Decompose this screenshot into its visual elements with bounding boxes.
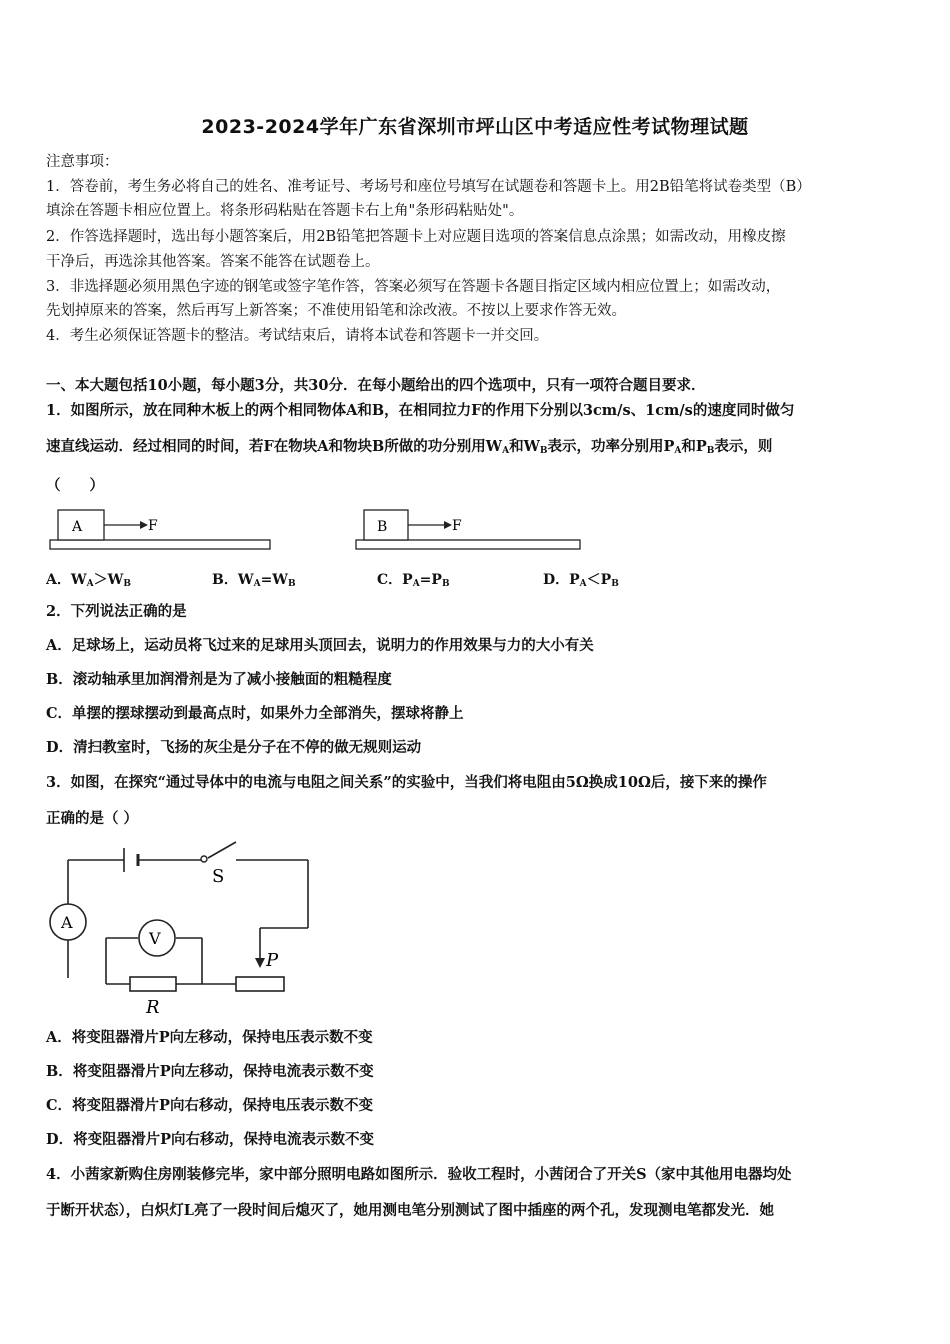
arrowhead-icon [140,521,148,529]
notice-heading: 注意事项： [46,154,119,170]
board-b [356,540,580,549]
page-title: 2023-2024学年广东省深圳市坪山区中考适应性考试物理试题 [201,116,749,138]
q4-stem-line2: 于断开状态），白炽灯L亮了一段时间后熄灭了，她用测电笔分别测试了图中插座的两个孔，发现测电笔都发光．她 [46,1202,774,1219]
notice-line: 填涂在答题卡相应位置上。将条形码粘贴在答题卡右上角"条形码粘贴处"。 [46,203,524,219]
q3-option-b: B．将变阻器滑片P向左移动，保持电流表示数不变 [46,1063,374,1080]
q1-stem-line2: 速直线运动．经过相同的时间，若F在物块A和物块B所做的功分别用$W_A$和$W_B$表示，功率分别用$P_A$和$P_B$表示，则 [46,438,773,456]
section-heading: 一、本大题包括10小题，每小题3分，共30分．在每小题给出的四个选项中，只有一项符合题目要求． [46,377,706,394]
force-b-label: F [452,518,462,534]
q2-option-d: D．清扫教室时，飞扬的灰尘是分子在不停的做无规则运动 [46,739,422,756]
notice-line: 1．答卷前，考生务必将自己的姓名、准考证号、考场号和座位号填写在试题卷和答题卡上。用2B铅笔将试卷类型（B） [46,179,811,195]
q1-option-d: D．$P_A<P_B$ [543,572,619,589]
q3-option-c: C．将变阻器滑片P向右移动，保持电压表示数不变 [46,1097,373,1114]
q3-stem-line1: 3．如图，在探究“通过导体中的电流与电阻之间关系”的实验中，当我们将电阻由5Ω换成10Ω后，接下来的操作 [46,774,767,791]
block-a-label: A [72,519,83,535]
notice-line: 3．非选择题必须用黑色字迹的钢笔或签字笔作答，答案必须写在答题卡各题目指定区域内相应位置上；如需改动， [46,279,781,295]
notice-line: 4．考生必须保证答题卡的整洁。考试结束后，请将本试卷和答题卡一并交回。 [46,328,549,344]
q3-option-a: A．将变阻器滑片P向左移动，保持电压表示数不变 [46,1029,373,1046]
q1-stem-line1: 1．如图所示，放在同种木板上的两个相同物体A和B，在相同拉力F的作用下分别以3cm/s、1cm/s的速度同时做匀 [46,402,795,419]
q4-stem-line1: 4．小茜家新购住房刚装修完毕，家中部分照明电路如图所示．验收工程时，小茜闭合了开关S（家中其他用电器均处 [46,1166,792,1183]
arrowhead-icon [444,521,452,529]
q3-stem-line2: 正确的是（ ） [46,810,139,827]
q1-option-b: B．$W_A=W_B$ [212,572,296,589]
ammeter-label: A [61,913,73,932]
q3-option-d: D．将变阻器滑片P向右移动，保持电流表示数不变 [46,1131,374,1148]
q1-figure [44,500,604,556]
notice-line: 先划掉原来的答案，然后再写上新答案；不准使用铅笔和涂改液。不按以上要求作答无效。 [46,303,626,319]
notice-line: 2．作答选择题时，选出每小题答案后，用2B铅笔把答题卡上对应题目选项的答案信息点涂黑；如需改动，用橡皮擦 [46,229,786,245]
block-b-label: B [377,519,388,535]
slider-arrow-icon [255,958,265,968]
q3-circuit-figure [40,838,330,1020]
q2-option-b: B．滚动轴承里加润滑剂是为了减小接触面的粗糙程度 [46,671,392,688]
slider-label: P [266,950,279,971]
force-a-label: F [148,518,158,534]
q2-option-c: C．单摆的摆球摆动到最高点时，如果外力全部消失，摆球将静上 [46,705,464,722]
board-a [50,540,270,549]
q2-option-a: A．足球场上，运动员将飞过来的足球用头顶回去，说明力的作用效果与力的大小有关 [46,637,594,654]
voltmeter-label: V [149,929,161,948]
resistor-label: R [146,997,160,1018]
notice-line: 干净后，再选涂其他答案。答案不能答在试题卷上。 [46,254,380,270]
switch-pivot [201,856,207,862]
q1-option-a: A．$W_A>W_B$ [46,572,131,589]
q2-stem: 2．下列说法正确的是 [46,603,187,620]
q1-option-c: C．$P_A=P_B$ [377,572,450,589]
q1-answer-blank: （ ） [46,477,104,494]
switch-label: S [212,866,225,887]
